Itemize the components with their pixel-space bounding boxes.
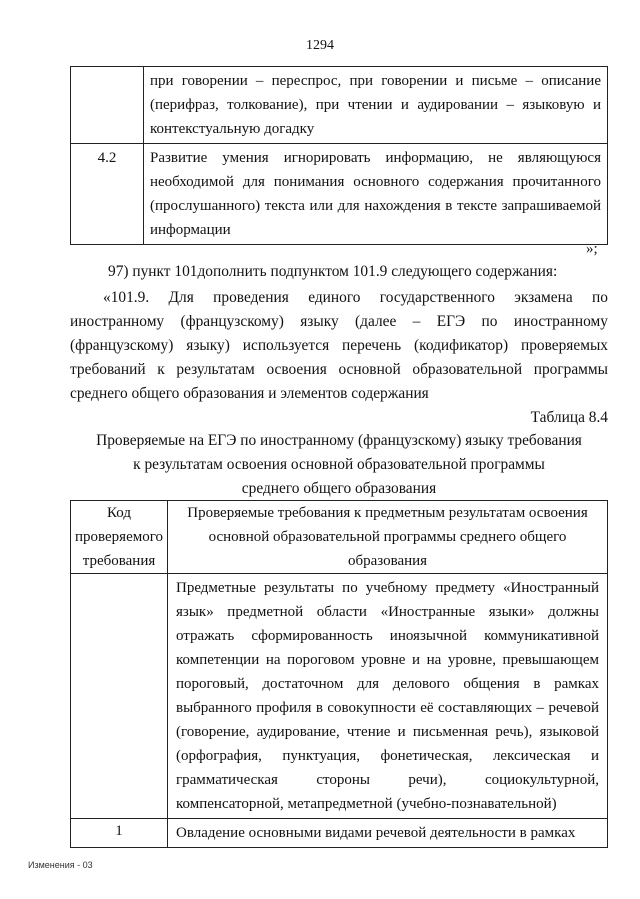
requirement-text: при говорении – переспрос, при говорении и письме – описание (перифраз, толкование), при чтении и аудировании – языковую и контекстуальную догадку bbox=[144, 67, 608, 144]
header-requirements: Проверяемые требования к предметным результатам освоения основной образовательной программы среднего общего образования bbox=[168, 501, 608, 574]
amendment-text: «101.9. Для проведения единого государственного экзамена по иностранному (французскому) языку (далее – ЕГЭ по иностранному (французскому) языку) используется перечень (кодификатор) проверяемых требований к результатам освоения основной образовательной программы среднего общего образования и элементов содержания bbox=[70, 289, 608, 402]
caption-line: к результатам освоения основной образовательной программы bbox=[133, 456, 545, 473]
table-caption bbox=[70, 429, 608, 501]
table-header-row bbox=[71, 501, 608, 574]
closing-quote: »; bbox=[586, 241, 598, 257]
page-number: 1294 bbox=[306, 38, 334, 53]
footer-revision: Изменения - 03 bbox=[28, 860, 93, 870]
table-label: Таблица 8.4 bbox=[530, 409, 608, 426]
requirement-code: 4.2 bbox=[71, 144, 144, 245]
requirement-code: 1 bbox=[71, 819, 168, 848]
requirements-table-continued bbox=[70, 66, 608, 245]
requirement-text: Овладение основными видами речевой деятельности в рамках bbox=[168, 819, 608, 848]
table-row bbox=[71, 819, 608, 848]
amendment-point: 97) пункт 101дополнить подпунктом 101.9 следующего содержания: bbox=[108, 263, 558, 280]
requirement-code bbox=[71, 574, 168, 819]
table-row bbox=[71, 67, 608, 144]
requirement-text: Предметные результаты по учебному предмету «Иностранный язык» предметной области «Иностранные языки» должны отражать сформированность иноязычной коммуникативной компетенции на пороговом уровне и на уровне, превышающем пороговый, достаточном для делового общения в рамках выбранного профиля в совокупности её составляющих – речевой (говорение, аудирование, чтение и письменная речь), языковой (орфография, пунктуация, фонетическая, лексическая и грамматическая стороны речи), социокультурной, компенсаторной, метапредметной (учебно-познавательной) bbox=[168, 574, 608, 819]
requirement-code bbox=[71, 67, 144, 144]
caption-line: Проверяемые на ЕГЭ по иностранному (французскому) языку требования bbox=[96, 432, 582, 449]
caption-line: среднего общего образования bbox=[241, 480, 437, 497]
table-row bbox=[71, 144, 608, 245]
requirements-table-8-4 bbox=[70, 500, 608, 848]
requirement-text: Развитие умения игнорировать информацию, не являющуюся необходимой для понимания основного содержания прочитанного (прослушанного) текста или для нахождения в тексте запрашиваемой информации bbox=[144, 144, 608, 245]
header-code: Код проверяемого требования bbox=[71, 501, 168, 574]
table-row bbox=[71, 574, 608, 819]
